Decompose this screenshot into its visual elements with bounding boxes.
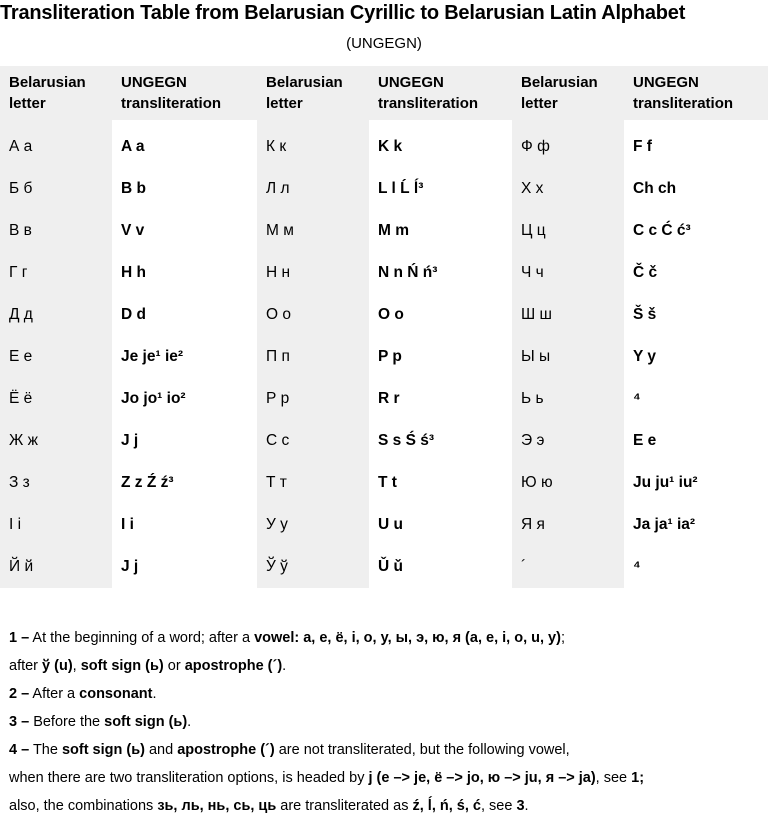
ungegn-transliteration-cell: Č č bbox=[624, 252, 768, 294]
ungegn-transliteration-cell: Ch ch bbox=[624, 168, 768, 210]
ungegn-transliteration-cell: S s Ś ś³ bbox=[369, 420, 512, 462]
header-ungegn-transliteration: UNGEGN transliteration bbox=[369, 66, 512, 120]
footnote-text: . bbox=[152, 686, 157, 702]
ungegn-transliteration-cell: L l Ĺ ĺ³ bbox=[369, 168, 512, 210]
ungegn-transliteration-cell: N n Ń ń³ bbox=[369, 252, 512, 294]
belarusian-letter-cell: Я я bbox=[512, 504, 624, 546]
table-row bbox=[0, 336, 768, 378]
table-row bbox=[0, 462, 768, 504]
footnote-bold-text: 1; bbox=[631, 770, 645, 786]
belarusian-letter-cell: Х х bbox=[512, 168, 624, 210]
footnote-bold-text: 1 – bbox=[9, 630, 30, 646]
belarusian-letter-cell: Ч ч bbox=[512, 252, 624, 294]
page-title: Transliteration Table from Belarusian Cyrillic to Belarusian Latin Alphabet bbox=[0, 2, 686, 24]
footnote-text: . bbox=[187, 714, 192, 730]
ungegn-transliteration-cell: Z z Ź ź³ bbox=[112, 462, 257, 504]
ungegn-transliteration-cell: Ja ja¹ ia² bbox=[624, 504, 768, 546]
table-row bbox=[0, 252, 768, 294]
footnote-text: or bbox=[163, 658, 185, 674]
ungegn-transliteration-cell: R r bbox=[369, 378, 512, 420]
ungegn-transliteration-cell: U u bbox=[369, 504, 512, 546]
ungegn-transliteration-cell: D d bbox=[112, 294, 257, 336]
belarusian-letter-cell: П п bbox=[257, 336, 369, 378]
table-row bbox=[0, 120, 768, 168]
footnote-bold-text: j (е –> je, ё –> jo, ю –> ju, я –> ja) bbox=[368, 770, 596, 786]
ungegn-transliteration-cell: I i bbox=[112, 504, 257, 546]
ungegn-transliteration-cell: K k bbox=[369, 120, 512, 168]
footnote-bold-text: soft sign (ь) bbox=[80, 658, 164, 674]
footnote-line bbox=[9, 736, 764, 764]
belarusian-letter-cell: Г г bbox=[0, 252, 112, 294]
footnote-bold-text: ў (u) bbox=[42, 658, 73, 674]
ungegn-transliteration-cell: C c Ć ć³ bbox=[624, 210, 768, 252]
table-row bbox=[0, 294, 768, 336]
footnote-text: and bbox=[144, 742, 178, 758]
ungegn-transliteration-cell: Jo jo¹ io² bbox=[112, 378, 257, 420]
ungegn-transliteration-cell: Ju ju¹ iu² bbox=[624, 462, 768, 504]
table-row bbox=[0, 210, 768, 252]
footnote-text: The bbox=[29, 742, 62, 758]
footnote-text: when there are two transliteration options, is headed by bbox=[9, 770, 369, 786]
belarusian-letter-cell: Ц ц bbox=[512, 210, 624, 252]
footnote-bold-text: soft sign (ь) bbox=[61, 742, 145, 758]
header-ungegn-transliteration: UNGEGN transliteration bbox=[624, 66, 768, 120]
belarusian-letter-cell: Ж ж bbox=[0, 420, 112, 462]
table-row bbox=[0, 168, 768, 210]
footnote-text: are transliterated as bbox=[276, 798, 413, 814]
belarusian-letter-cell: Л л bbox=[257, 168, 369, 210]
belarusian-letter-cell: С с bbox=[257, 420, 369, 462]
ungegn-transliteration-cell: ⁴ bbox=[624, 546, 768, 588]
footnote-bold-text: ź, ĺ, ń, ś, ć bbox=[412, 798, 481, 814]
footnote-text: also, the combinations bbox=[9, 798, 158, 814]
page-subtitle: (UNGEGN) bbox=[346, 35, 422, 52]
ungegn-transliteration-cell: V v bbox=[112, 210, 257, 252]
table-row bbox=[0, 504, 768, 546]
header-ungegn-transliteration: UNGEGN transliteration bbox=[112, 66, 257, 120]
ungegn-transliteration-cell: P p bbox=[369, 336, 512, 378]
belarusian-letter-cell: ´ bbox=[512, 546, 624, 588]
belarusian-letter-cell: Н н bbox=[257, 252, 369, 294]
footnote-line bbox=[9, 680, 764, 708]
footnote-text: After a bbox=[29, 686, 80, 702]
footnote-bold-text: apostrophe (´) bbox=[184, 658, 283, 674]
footnote-line bbox=[9, 708, 764, 736]
footnote-text: . bbox=[282, 658, 287, 674]
belarusian-letter-cell: Ю ю bbox=[512, 462, 624, 504]
footnote-line bbox=[9, 792, 764, 820]
ungegn-transliteration-cell: Y y bbox=[624, 336, 768, 378]
belarusian-letter-cell: Ы ы bbox=[512, 336, 624, 378]
belarusian-letter-cell: В в bbox=[0, 210, 112, 252]
transliteration-table bbox=[0, 66, 768, 588]
table-body bbox=[0, 120, 768, 588]
belarusian-letter-cell: З з bbox=[0, 462, 112, 504]
table-header-row bbox=[0, 66, 768, 120]
belarusian-letter-cell: Б б bbox=[0, 168, 112, 210]
belarusian-letter-cell: І і bbox=[0, 504, 112, 546]
belarusian-letter-cell: Д д bbox=[0, 294, 112, 336]
ungegn-transliteration-cell: B b bbox=[112, 168, 257, 210]
belarusian-letter-cell: У у bbox=[257, 504, 369, 546]
ungegn-transliteration-cell: F f bbox=[624, 120, 768, 168]
footnote-bold-text: 3 – bbox=[9, 714, 30, 730]
footnote-text: Before the bbox=[29, 714, 105, 730]
table-row bbox=[0, 546, 768, 588]
belarusian-letter-cell: Ё ё bbox=[0, 378, 112, 420]
footnote-bold-text: consonant bbox=[79, 686, 153, 702]
footnote-text: after bbox=[9, 658, 43, 674]
ungegn-transliteration-cell: Je je¹ ie² bbox=[112, 336, 257, 378]
ungegn-transliteration-cell: J j bbox=[112, 546, 257, 588]
belarusian-letter-cell: Й й bbox=[0, 546, 112, 588]
footnote-line bbox=[9, 652, 764, 680]
footnote-bold-text: apostrophe (´) bbox=[177, 742, 275, 758]
table-row bbox=[0, 420, 768, 462]
ungegn-transliteration-cell: ⁴ bbox=[624, 378, 768, 420]
footnote-text: , bbox=[72, 658, 81, 674]
belarusian-letter-cell: Ь ь bbox=[512, 378, 624, 420]
ungegn-transliteration-cell: O o bbox=[369, 294, 512, 336]
belarusian-letter-cell: Э э bbox=[512, 420, 624, 462]
ungegn-transliteration-cell: A a bbox=[112, 120, 257, 168]
ungegn-transliteration-cell: Ǔ ǔ bbox=[369, 546, 512, 588]
footnote-line bbox=[9, 624, 764, 652]
belarusian-letter-cell: Ў ў bbox=[257, 546, 369, 588]
footnote-bold-text: 2 – bbox=[9, 686, 30, 702]
belarusian-letter-cell: Т т bbox=[257, 462, 369, 504]
ungegn-transliteration-cell: T t bbox=[369, 462, 512, 504]
footnote-text: , see bbox=[480, 798, 517, 814]
header-belarusian-letter: Belarusian letter bbox=[512, 66, 624, 120]
header-belarusian-letter: Belarusian letter bbox=[0, 66, 112, 120]
footnote-bold-text: 3 bbox=[516, 798, 525, 814]
footnotes bbox=[9, 624, 764, 820]
belarusian-letter-cell: А а bbox=[0, 120, 112, 168]
footnote-text: . bbox=[524, 798, 529, 814]
table-row bbox=[0, 378, 768, 420]
belarusian-letter-cell: К к bbox=[257, 120, 369, 168]
belarusian-letter-cell: Ш ш bbox=[512, 294, 624, 336]
ungegn-transliteration-cell: H h bbox=[112, 252, 257, 294]
footnote-text: At the beginning of a word; after a bbox=[29, 630, 255, 646]
footnote-line bbox=[9, 764, 764, 792]
belarusian-letter-cell: О о bbox=[257, 294, 369, 336]
belarusian-letter-cell: Р р bbox=[257, 378, 369, 420]
footnote-bold-text: зь, ль, нь, сь, ць bbox=[157, 798, 277, 814]
ungegn-transliteration-cell: M m bbox=[369, 210, 512, 252]
belarusian-letter-cell: Ф ф bbox=[512, 120, 624, 168]
belarusian-letter-cell: Е е bbox=[0, 336, 112, 378]
footnote-text: are not transliterated, but the following vowel, bbox=[274, 742, 570, 758]
ungegn-transliteration-cell: J j bbox=[112, 420, 257, 462]
header-belarusian-letter: Belarusian letter bbox=[257, 66, 369, 120]
footnote-text: , see bbox=[595, 770, 632, 786]
footnote-bold-text: soft sign (ь) bbox=[104, 714, 188, 730]
belarusian-letter-cell: М м bbox=[257, 210, 369, 252]
footnote-bold-text: 4 – bbox=[9, 742, 30, 758]
ungegn-transliteration-cell: Š š bbox=[624, 294, 768, 336]
footnote-text: ; bbox=[560, 630, 565, 646]
ungegn-transliteration-cell: E e bbox=[624, 420, 768, 462]
footnote-bold-text: vowel: а, е, ё, і, о, у, ы, э, ю, я (a, e, i, o, u, y) bbox=[254, 630, 561, 646]
